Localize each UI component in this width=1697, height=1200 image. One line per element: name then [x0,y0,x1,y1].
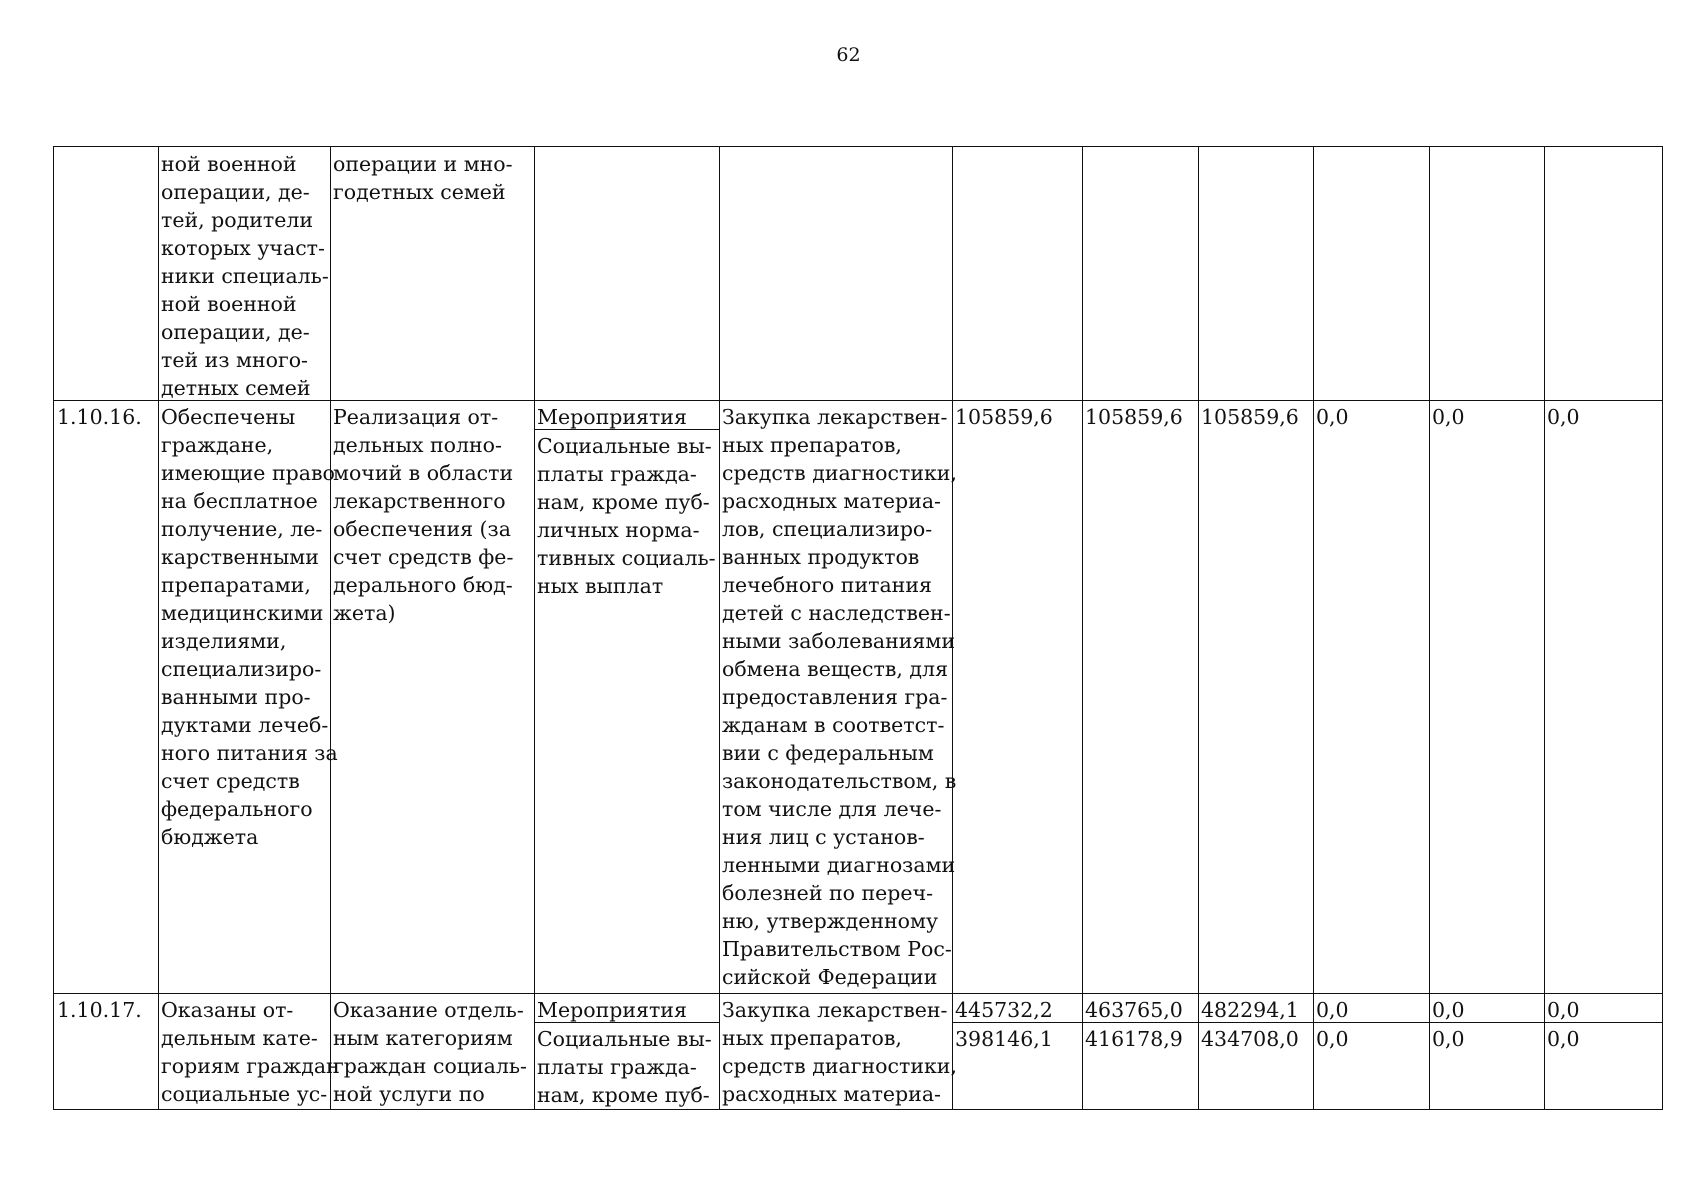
cell-value: 0,0 [1316,405,1349,429]
col-divider [1313,147,1314,1109]
cell-measure: Реализация от- дельных полно- мочий в области лекарственного обеспечения (за счет средств фе- дерального бюд- жета) [333,405,514,625]
col-divider [1544,147,1545,1109]
col-divider [330,147,331,1109]
page-number: 62 [836,44,861,66]
cell-measure: Оказание отдель- ным категориям граждан социаль- ной услуги по [333,998,527,1106]
cell-measure-continued: операции и мно- годетных семей [333,152,513,204]
cell-value: 0,0 [1432,998,1465,1022]
cell-value: 482294,1 [1201,998,1299,1022]
cell-type-label: Мероприятия [537,405,687,429]
cell-result: Обеспечены граждане, имеющие право на бесплатное получение, ле- карственными препаратами, медицинскими изделиями, специализиро- ванными про- дуктами лечеб- ного питания за счет средств федерального бюджета [161,405,338,849]
cell-value: 105859,6 [955,405,1053,429]
cell-value: 398146,1 [955,1027,1053,1051]
col-divider [534,147,535,1109]
col-divider [1429,147,1430,1109]
cell-row-number: 1.10.17. [57,998,142,1022]
cell-description: Закупка лекарствен- ных препаратов, средств диагностики, расходных материа- лов, специализиро- ванных продуктов лечебного питания детей с наследствен- ными заболеваниями обмена веществ, для предоставления гра- жданам в соответст- вии с федеральным законодательством, в том числе для лече- ния лиц с установ- ленными диагнозами болезней по переч- ню, утвержденному Правительством Рос- сийской Федерации [722,405,957,989]
cell-type-label: Мероприятия [537,998,687,1022]
cell-value: 434708,0 [1201,1027,1299,1051]
cell-result: Оказаны от- дельным кате- гориям граждан социальные ус- [161,998,340,1106]
cell-value: 0,0 [1432,1027,1465,1051]
cell-value: 105859,6 [1201,405,1299,429]
cell-value: 0,0 [1547,998,1580,1022]
cell-value: 0,0 [1432,405,1465,429]
cell-value: 0,0 [1316,998,1349,1022]
col-divider [1082,147,1083,1109]
cell-value: 0,0 [1316,1027,1349,1051]
row-divider [54,993,1662,994]
cell-value: 463765,0 [1085,998,1183,1022]
cell-value: 0,0 [1547,1027,1580,1051]
cell-type-detail: Социальные вы- платы гражда- нам, кроме пуб- [537,1027,712,1107]
cell-value: 416178,9 [1085,1027,1183,1051]
cell-value: 0,0 [1547,405,1580,429]
budget-table [53,146,1663,1110]
cell-type-detail: Социальные вы- платы гражда- нам, кроме пуб- личных норма- тивных социаль- ных выплат [537,434,716,598]
col-divider [1198,147,1199,1109]
cell-description: Закупка лекарствен- ных препаратов, средств диагностики, расходных материа- [722,998,957,1106]
cell-result-continued: ной военной операции, де- тей, родители которых участ- ники специаль- ной военной операции, де- тей из много- детных семей [161,152,329,400]
cell-value: 105859,6 [1085,405,1183,429]
cell-value: 445732,2 [955,998,1053,1022]
cell-row-number: 1.10.16. [57,405,142,429]
